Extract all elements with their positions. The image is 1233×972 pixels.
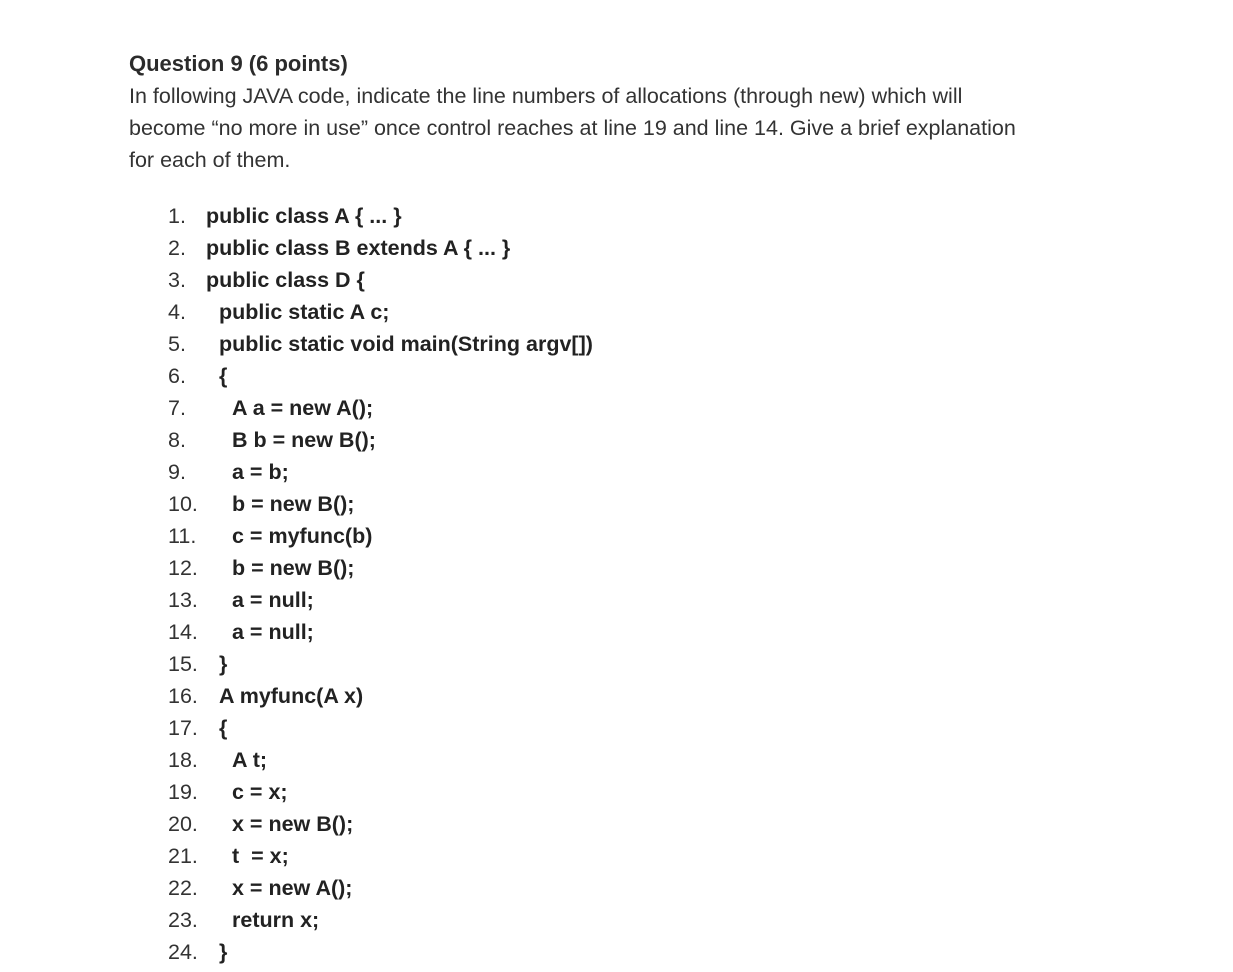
- line-number: 12.: [168, 556, 198, 580]
- code-text: {: [219, 716, 228, 740]
- code-text: A a = new A();: [232, 396, 374, 420]
- line-number: 21.: [168, 844, 198, 868]
- line-number: 3.: [168, 268, 186, 292]
- code-text: A t;: [232, 748, 268, 772]
- line-number: 10.: [168, 492, 198, 516]
- question-text-line: for each of them.: [129, 148, 291, 172]
- line-number: 6.: [168, 364, 186, 388]
- question-text-line: In following JAVA code, indicate the line numbers of allocations (through new) which will: [129, 84, 963, 108]
- code-text: B b = new B();: [232, 428, 376, 452]
- code-text: x = new A();: [232, 876, 353, 900]
- line-number: 5.: [168, 332, 186, 356]
- code-line: [168, 584, 314, 616]
- line-number: 19.: [168, 780, 198, 804]
- code-text: A myfunc(A x): [219, 684, 364, 708]
- code-line: [168, 776, 288, 808]
- code-line: [168, 936, 228, 968]
- line-number: 18.: [168, 748, 198, 772]
- code-line: [168, 680, 364, 712]
- code-line: [168, 392, 374, 424]
- code-text: }: [219, 940, 228, 964]
- line-number: 7.: [168, 396, 186, 420]
- code-line: [168, 648, 228, 680]
- code-line: [168, 840, 289, 872]
- code-text: a = null;: [232, 620, 314, 644]
- code-line: [168, 808, 354, 840]
- line-number: 23.: [168, 908, 198, 932]
- code-text: public static A c;: [219, 300, 390, 324]
- code-line: [168, 904, 320, 936]
- line-number: 22.: [168, 876, 198, 900]
- code-line: [168, 360, 228, 392]
- line-number: 16.: [168, 684, 198, 708]
- code-line: [168, 200, 402, 232]
- code-text: return x;: [232, 908, 320, 932]
- code-text: b = new B();: [232, 492, 355, 516]
- code-text: x = new B();: [232, 812, 354, 836]
- line-number: 4.: [168, 300, 186, 324]
- code-line: [168, 456, 289, 488]
- code-text: t = x;: [232, 844, 289, 868]
- code-line: [168, 264, 365, 296]
- question-title: Question 9 (6 points): [129, 51, 348, 76]
- line-number: 20.: [168, 812, 198, 836]
- code-line: [168, 712, 228, 744]
- code-text: {: [219, 364, 228, 388]
- code-line: [168, 872, 353, 904]
- code-line: [168, 328, 593, 360]
- line-number: 24.: [168, 940, 198, 964]
- code-text: public class A { ... }: [206, 204, 402, 228]
- code-text: b = new B();: [232, 556, 355, 580]
- line-number: 9.: [168, 460, 186, 484]
- line-number: 17.: [168, 716, 198, 740]
- code-line: [168, 488, 355, 520]
- code-text: public static void main(String argv[]): [219, 332, 593, 356]
- line-number: 8.: [168, 428, 186, 452]
- code-line: [168, 616, 314, 648]
- code-line: [168, 520, 373, 552]
- question-block: [129, 48, 1129, 176]
- code-text: a = b;: [232, 460, 289, 484]
- code-text: a = null;: [232, 588, 314, 612]
- code-line: [168, 552, 355, 584]
- question-text-line: become “no more in use” once control reaches at line 19 and line 14. Give a brief explanation: [129, 116, 1016, 140]
- code-text: c = myfunc(b): [232, 524, 373, 548]
- code-text: }: [219, 652, 228, 676]
- code-listing: [168, 200, 593, 968]
- line-number: 13.: [168, 588, 198, 612]
- code-text: public class B extends A { ... }: [206, 236, 511, 260]
- line-number: 15.: [168, 652, 198, 676]
- code-line: [168, 424, 376, 456]
- code-line: [168, 232, 511, 264]
- code-text: public class D {: [206, 268, 365, 292]
- line-number: 14.: [168, 620, 198, 644]
- code-line: [168, 744, 268, 776]
- code-line: [168, 296, 390, 328]
- code-text: c = x;: [232, 780, 288, 804]
- line-number: 2.: [168, 236, 186, 260]
- line-number: 11.: [168, 524, 197, 548]
- line-number: 1.: [168, 204, 186, 228]
